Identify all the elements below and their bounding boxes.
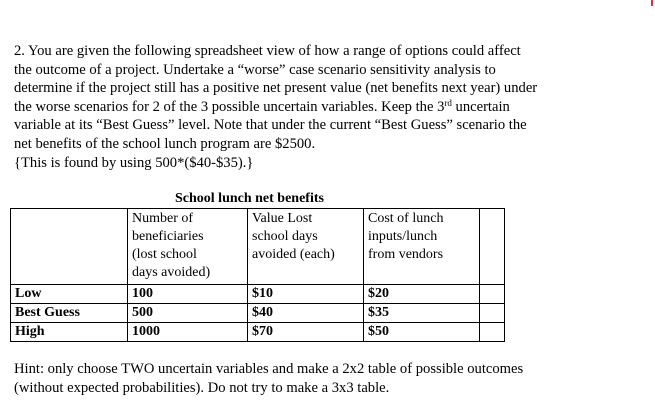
question-line-6: net benefits of the school lunch program are $2500. bbox=[14, 135, 316, 152]
header-cost-line-2: inputs/lunch bbox=[368, 229, 438, 244]
header-beneficiaries-line-2: beneficiaries bbox=[132, 229, 204, 244]
cell-beneficiaries: 100 bbox=[128, 285, 248, 304]
question-line-7: {This is found by using 500*($40-$35).} bbox=[14, 154, 254, 171]
table-row-best-guess bbox=[11, 304, 505, 323]
table-title: School lunch net benefits bbox=[175, 191, 324, 206]
ordinal-superscript: rd bbox=[444, 97, 452, 108]
header-cell-value-lost bbox=[248, 209, 364, 285]
cell-cost: $20 bbox=[364, 285, 480, 304]
question-line-4 bbox=[14, 98, 644, 117]
header-cell-empty bbox=[480, 209, 505, 285]
row-label: Best Guess bbox=[11, 304, 128, 323]
question-line-4-end: uncertain bbox=[451, 98, 510, 115]
cell-value-lost: $10 bbox=[248, 285, 364, 304]
corner-mark bbox=[651, 0, 653, 6]
table-row-low bbox=[11, 285, 505, 304]
header-cost-line-3: from vendors bbox=[368, 247, 444, 262]
question-line-4-start: the worse scenarios for 2 of the 3 possible uncertain variables. Keep the 3 bbox=[14, 98, 445, 115]
table-header-row bbox=[11, 209, 505, 285]
cell-value-lost: $40 bbox=[248, 304, 364, 323]
question-line-5: variable at its “Best Guess” level. Note that under the current “Best Guess” scenario the bbox=[14, 117, 527, 134]
cell-beneficiaries: 1000 bbox=[128, 323, 248, 342]
cell-empty bbox=[480, 304, 505, 323]
cell-beneficiaries: 500 bbox=[128, 304, 248, 323]
question-text bbox=[14, 42, 644, 172]
hint-text bbox=[14, 360, 644, 397]
table-row-high bbox=[11, 323, 505, 342]
header-value-lost-line-1: Value Lost bbox=[252, 211, 313, 226]
hint-line-2: (without expected probabilities). Do not try to make a 3x3 table. bbox=[14, 379, 390, 396]
header-cell-blank bbox=[11, 209, 128, 285]
hint-line-1: Hint: only choose TWO uncertain variables and make a 2x2 table of possible outcomes bbox=[14, 361, 524, 377]
cell-value-lost: $70 bbox=[248, 323, 364, 342]
header-beneficiaries-line-3: (lost school bbox=[132, 247, 197, 262]
row-label: High bbox=[11, 323, 128, 342]
school-lunch-table bbox=[10, 208, 505, 342]
header-value-lost-line-3: avoided (each) bbox=[252, 247, 335, 262]
header-cell-beneficiaries bbox=[128, 209, 248, 285]
question-line-1: 2. You are given the following spreadsheet view of how a range of options could affect bbox=[14, 43, 521, 59]
cell-empty bbox=[480, 285, 505, 304]
row-label: Low bbox=[11, 285, 128, 304]
cell-cost: $50 bbox=[364, 323, 480, 342]
header-cell-cost bbox=[364, 209, 480, 285]
header-value-lost-line-2: school days bbox=[252, 229, 318, 244]
header-beneficiaries-line-4: days avoided) bbox=[132, 265, 211, 280]
cell-cost: $35 bbox=[364, 304, 480, 323]
cell-empty bbox=[480, 323, 505, 342]
header-beneficiaries-line-1: Number of bbox=[132, 211, 194, 226]
question-line-3: determine if the project still has a positive net present value (net benefits next year) under bbox=[14, 80, 538, 97]
question-line-2: the outcome of a project. Undertake a “worse” case scenario sensitivity analysis to bbox=[14, 61, 496, 78]
header-cost-line-1: Cost of lunch bbox=[368, 211, 444, 226]
